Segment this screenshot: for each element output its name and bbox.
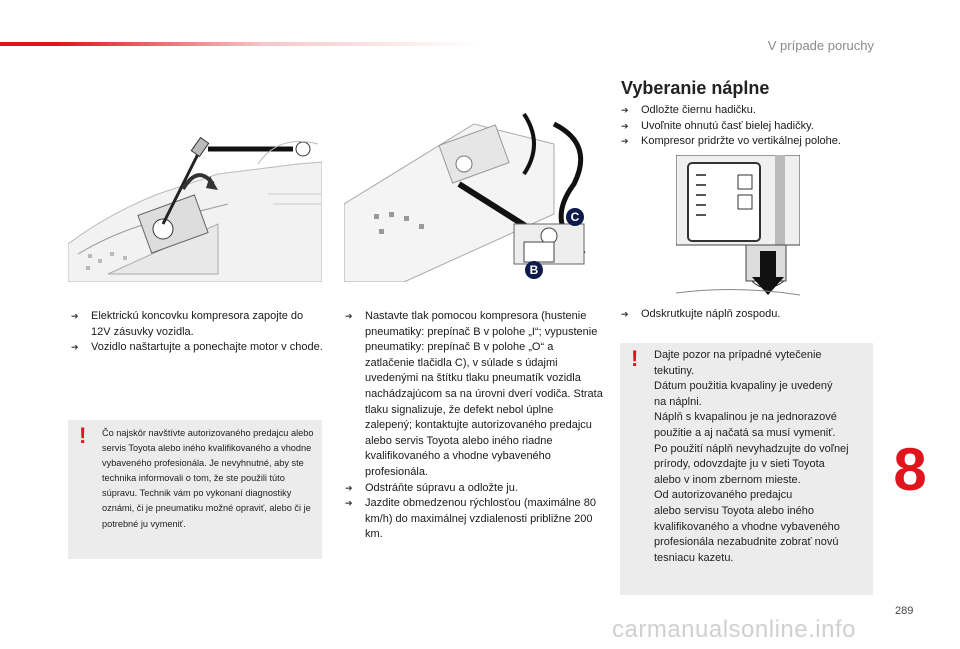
middle-steps [345,309,603,543]
list-item: ➔ Vozidlo naštartujte a ponechajte motor v chode. [71,340,323,356]
bullet-arrow-icon: ➔ [71,342,79,353]
right-steps-top [621,103,881,150]
bullet-arrow-icon: ➔ [621,136,629,147]
exclamation-icon: ! [79,423,87,448]
watermark: carmanualsonline.info [612,616,856,643]
bullet-arrow-icon: ➔ [621,105,629,115]
list-item: ➔ Uvoľnite ohnutú časť bielej hadičky. [621,119,881,135]
illustration-pressure-switch [344,104,598,282]
illustration-plug-connector [68,104,322,282]
callout-c: C [566,208,584,226]
list-item: ➔ Jazdite obmedzenou rýchlosťou (maximálne 80 km/h) do maximálnej vzdialenosti približne 200 km. [345,496,603,543]
list-item: ➔ Nastavte tlak pomocou kompresora (hustenie pneumatiky: prepínač B v polohe „I“; vypustenie pneumatiky: prepínač B v polohe „O“ a zatlačenie tlačidla C), v súlade s údajmi uvedenými na štítku tlaku pneumatík vozidla nachádzajúcom sa na úrovni dverí vodiča. Strata tlaku signalizuje, že defekt nebol úplne zalepený; kontaktujte autorizovaného predajcu alebo servis Toyota alebo iného riadne kvalifikovaného a vhodne vybaveného profesionála. [345,309,603,481]
bullet-arrow-icon: ➔ [621,309,629,319]
warning-text: Čo najskôr navštívte autorizovaného predajcu alebo servis Toyota alebo iného kvalifikovaného a vhodne vybaveného profesionála. Je nevyhnutné, aby ste technika informovali o tom, že ste použili túto súpravu. Technik vám po vykonaní diagnostiky oznámi, či je pneumatiku možné opraviť, alebo či je potrebné ju vymeniť. [102,428,314,529]
section-heading: Vyberanie náplne [621,78,770,98]
callout-b: B [525,261,543,279]
list-item: ➔ Elektrickú koncovku kompresora zapojte do 12V zásuvky vozidla. [71,309,323,340]
warning-text: Dajte pozor na prípadné vytečenie tekutiny. Dátum použitia kvapaliny je uvedený na náplni. Náplň s kvapalinou je na jednorazové použitie a aj načatá sa musí vymeniť. Po použití náplň nevyhadzujte do voľnej prírody, odovzdajte ju v sieti Toyota alebo v inom zbernom mieste. Od autorizovaného predajcu alebo servisu Toyota alebo iného kvalifikovaného a vhodne vybaveného profesionála nezabudnite zobrať novú tesniacu kazetu. [654,349,849,564]
bullet-arrow-icon: ➔ [345,498,353,509]
header-accent-bar [0,42,480,46]
right-steps-bottom [621,307,881,323]
list-item: ➔ Odložte čiernu hadičku. [621,103,881,119]
chapter-number: 8 [893,436,927,503]
left-steps [71,309,323,356]
warning-box-left [68,420,322,559]
exclamation-icon: ! [631,346,639,371]
bullet-arrow-icon: ➔ [345,482,353,493]
page-number: 289 [895,605,914,617]
list-item: ➔ Odstráňte súpravu a odložte ju. [345,481,603,497]
list-item: ➔ Odskrutkujte náplň zospodu. [621,307,881,323]
bullet-arrow-icon: ➔ [345,311,353,321]
bullet-arrow-icon: ➔ [71,311,79,321]
warning-box-right [620,343,873,595]
section-title: V prípade poruchy [767,38,874,53]
bullet-arrow-icon: ➔ [621,120,629,131]
list-item: ➔ Kompresor pridržte vo vertikálnej polohe. [621,134,881,150]
illustration-cartridge-removal [676,155,800,299]
